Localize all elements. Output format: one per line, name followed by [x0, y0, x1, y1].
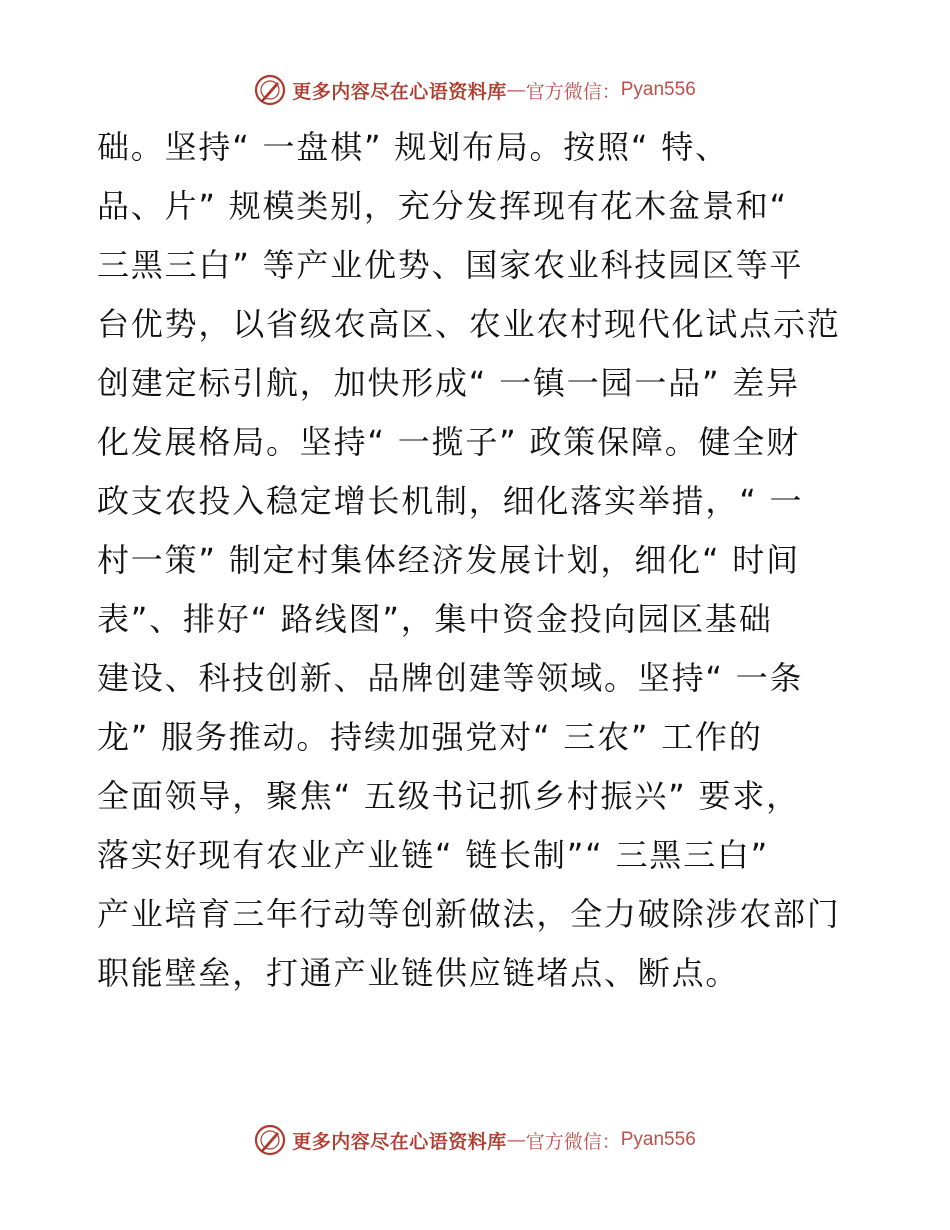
- text-line: 表”、排好“ 路线图”，集中资金投向园区基础: [97, 600, 773, 638]
- footer-banner: [0, 1120, 950, 1160]
- banner-wechat-id: Pyan556: [620, 79, 696, 100]
- text-line: 创建定标引航，加快形成“ 一镇一园一品” 差异: [97, 364, 800, 402]
- header-banner: [0, 70, 950, 110]
- banner-separator: —: [506, 1129, 526, 1151]
- text-line: 龙” 服务推动。持续加强党对“ 三农” 工作的: [97, 718, 763, 756]
- quill-pen-logo-icon: [254, 74, 286, 106]
- text-line: 政支农投入稳定增长机制，细化落实举措，“ 一: [97, 482, 804, 520]
- text-line: 品、片” 规模类别，充分发挥现有花木盆景和“: [97, 187, 788, 225]
- banner-main-text: 更多内容尽在心语资料库: [292, 1130, 507, 1153]
- text-line: 建设、科技创新、品牌创建等领域。坚持“ 一条: [97, 659, 804, 697]
- document-body: [97, 118, 857, 1003]
- banner-main-text: 更多内容尽在心语资料库: [292, 80, 507, 103]
- text-line: 础。坚持“ 一盘棋” 规划布局。按照“ 特、: [97, 128, 729, 166]
- banner-wechat-label: 官方微信：: [525, 1130, 621, 1153]
- text-line: 全面领导，聚焦“ 五级书记抓乡村振兴” 要求，: [97, 777, 800, 815]
- text-line: 村一策” 制定村集体经济发展计划，细化“ 时间: [97, 541, 800, 579]
- banner-wechat-label: 官方微信：: [525, 80, 621, 103]
- text-line: 产业培育三年行动等创新做法，全力破除涉农部门: [97, 895, 841, 933]
- text-line: 化发展格局。坚持“ 一揽子” 政策保障。健全财: [97, 423, 800, 461]
- text-line: 落实好现有农业产业链“ 链长制”“ 三黑三白”: [97, 836, 770, 874]
- text-line: 台优势，以省级农高区、农业农村现代化试点示范: [97, 305, 841, 343]
- banner-separator: —: [506, 79, 526, 101]
- text-line: 职能壁垒，打通产业链供应链堵点、断点。: [97, 954, 740, 992]
- text-line: 三黑三白” 等产业优势、国家农业科技园区等平: [97, 246, 804, 284]
- quill-pen-logo-icon: [254, 1124, 286, 1156]
- banner-wechat-id: Pyan556: [620, 1129, 696, 1150]
